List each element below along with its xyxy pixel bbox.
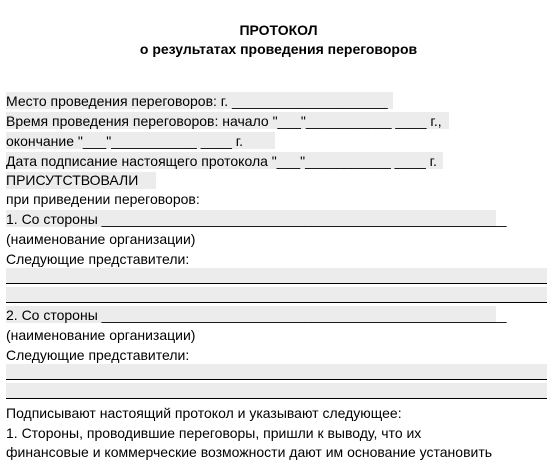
place-line[interactable]: Место проведения переговоров: г. ____________________ bbox=[6, 93, 388, 109]
present-subheading: при приведении переговоров: bbox=[6, 191, 200, 207]
party2-line[interactable]: 2. Со стороны ____________________________________________________ bbox=[6, 307, 507, 323]
sign-statement: Подписывают настоящий протокол и указывают следующее: bbox=[6, 405, 402, 421]
party2-reps-shade-1 bbox=[6, 364, 547, 380]
party1-rep-rule-1[interactable] bbox=[6, 283, 547, 284]
party2-rep-rule-2[interactable] bbox=[6, 398, 547, 399]
party2-reps-label: Следующие представители: bbox=[6, 347, 190, 363]
date-line[interactable]: Дата подписание настоящего протокола "___"___________ ____ г. bbox=[6, 153, 437, 169]
party2-org-caption: (наименование организации) bbox=[6, 327, 196, 343]
party1-reps-label: Следующие представители: bbox=[6, 251, 190, 267]
party1-reps-shade-2 bbox=[6, 287, 547, 303]
party1-line[interactable]: 1. Со стороны ____________________________________________________ bbox=[6, 211, 507, 227]
item1-line-1: 1. Стороны, проводившие переговоры, пришли к выводу, что их bbox=[6, 425, 422, 441]
time-line-end[interactable]: окончание "___"___________ ____ г. bbox=[6, 133, 244, 149]
page-subtitle: о результатах проведения переговоров bbox=[139, 41, 418, 57]
page-title: ПРОТОКОЛ bbox=[239, 22, 318, 38]
party1-rep-rule-2[interactable] bbox=[6, 302, 547, 303]
item1-line-2: финансовые и коммерческие возможности дают им основание установить bbox=[6, 444, 493, 460]
time-line-start[interactable]: Время проведения переговоров: начало "___"___________ ____ г., bbox=[6, 113, 442, 129]
party1-org-caption: (наименование организации) bbox=[6, 231, 196, 247]
present-heading: ПРИСУТСТВОВАЛИ bbox=[6, 172, 139, 188]
party2-rep-rule-1[interactable] bbox=[6, 379, 547, 380]
party2-reps-shade-2 bbox=[6, 383, 547, 399]
party1-reps-shade-1 bbox=[6, 268, 547, 284]
